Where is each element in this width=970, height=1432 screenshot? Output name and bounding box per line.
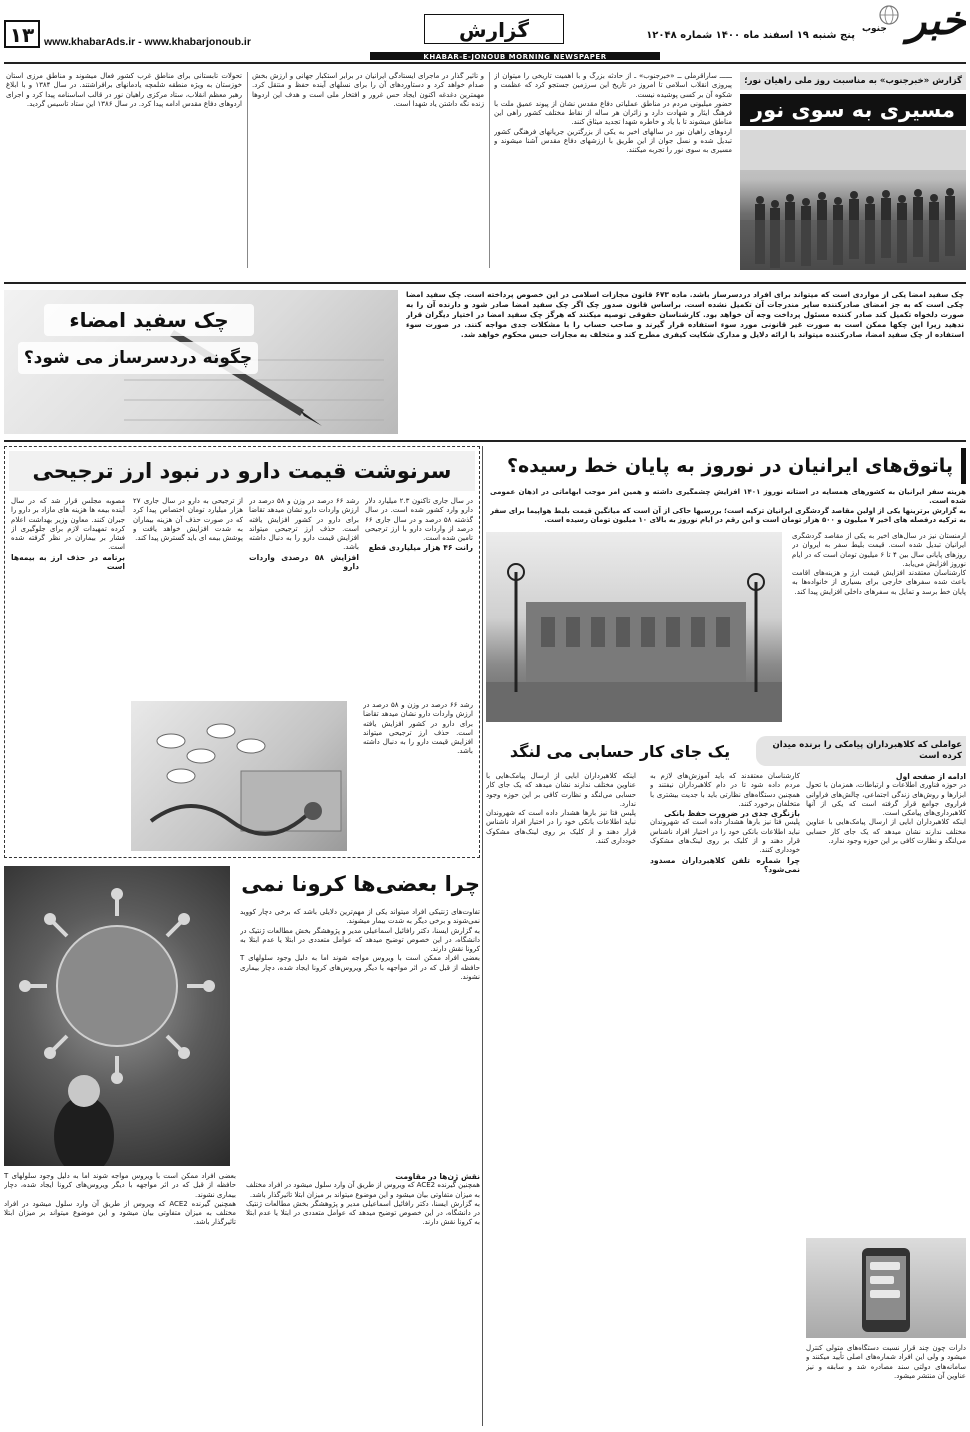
- corona-subheading: نقش ژن‌ها در مقاومت: [395, 1172, 480, 1181]
- corona-column-2: [246, 1172, 480, 1422]
- noor-column-1: [494, 72, 732, 272]
- masthead: [0, 0, 970, 60]
- column-divider: [482, 446, 483, 1426]
- kolahbardari-article: [486, 732, 966, 1428]
- pills-and-stethoscope-illustration: [131, 701, 347, 851]
- corona-column-3: [4, 1172, 236, 1422]
- kolahbardari-kicker: عواملی که کلاهبرداران پیامکی را برنده میدان کرده است: [756, 736, 966, 766]
- section-rule: [4, 282, 966, 284]
- pilgrims-photo: [740, 130, 966, 270]
- corona-paragraph: همچنین گیرنده ACE2 که ویروس از طریق آن وارد سلول میشود در افراد مختلف به میزان متفاوتی بیان میشود و این موضوع میتواند بر میزان ابتلا تاثیرگذار باشد.: [246, 1181, 480, 1199]
- header-rule: [4, 62, 966, 64]
- logo-sub-text: جنوب: [862, 24, 887, 34]
- logo-main-text: خبر: [907, 4, 966, 44]
- newspaper-logo: [860, 4, 966, 52]
- noor-title: مسیری به سوی نور: [740, 94, 966, 126]
- coronavirus-icon: [4, 866, 230, 1166]
- darou-column-5: [363, 701, 473, 851]
- corona-paragraph: تفاوت‌های ژنتیکی افراد میتواند یکی از مهم‌ترین دلایلی باشد که برخی دچار کووید نمی‌شوند و برخی دیگر به شدت بیمار میشوند.: [240, 908, 480, 926]
- darou-column-3: [133, 497, 243, 697]
- noor-article: [4, 68, 966, 280]
- kolahbardari-subheading: بازنگری جدی در ضرورت حفظ بانکی: [664, 809, 800, 819]
- medicine-photo: [131, 701, 347, 851]
- kolahbardari-paragraph: دارات چون چند قرار نسبت دستگاه‌های متولی کنترل میشود و ولی این افراد شماره‌های اصلی تأیید میکنند و سامانه‌های دولتی سند مصادره شد و سابقه و نیز عناوین آن منتشر میشود.: [806, 1344, 966, 1380]
- kolahbardari-paragraph: کارشناسان معتقدند که باید آموزش‌های لازم به مردم داده شود تا در دام کلاهبرداران نیفتند و همچنین دستگاه‌های نظارتی باید با جدیت بیشتری با متخلفان برخورد کنند.: [650, 772, 800, 808]
- kolahbardari-paragraph: اینکه کلاهبرداران ابایی از ارسال پیامک‌هایی با عناوین مختلف ندارند نشان میدهد که یک جای کار حسابی می‌لنگد و نظارت کافی بر این حوزه وجود ندارد.: [486, 772, 636, 808]
- corona-paragraph: همچنین گیرنده ACE2 که ویروس از طریق آن وارد سلول میشود در افراد مختلف به میزان متفاوتی بیان میشود و این موضوع میتواند بر میزان ابتلا تاثیرگذار باشد.: [4, 1199, 236, 1227]
- corona-paragraph: بعضی افراد ممکن است با ویروس مواجه شوند اما به دلیل وجود سلولهای T حافظه از قبل که در اثر مواجهه با دیگر ویروس‌های کرونا ایجاد شده، دچار بیماری نشوند.: [240, 954, 480, 982]
- continued-label: ادامه از صفحه اول: [895, 772, 966, 781]
- check-article: [4, 286, 966, 438]
- patogh-title: پاتوق‌های ایرانیان در نوروز به پایان خط رسیده؟: [486, 448, 966, 484]
- noor-paragraph: حضور میلیونی مردم در مناطق عملیاتی دفاع مقدس نشان از پیوند عمیق ملت با فرهنگ ایثار و شهادت دارد و زائران هر ساله از نقاط مختلف کشور راهی این مناطق میشوند تا با یاد و خاطره شهدا تجدید میثاق کنند.: [494, 99, 732, 127]
- kolahbardari-paragraph: پلیس فتا نیز بارها هشدار داده است که شهروندان نباید اطلاعات بانکی خود را در اختیار افراد ناشناس قرار دهند و از کلیک بر روی لینک‌های مشکوک خودداری کنند.: [486, 809, 636, 846]
- noor-paragraph: تحولات تابستانی برای مناطق غرب کشور فعال میشوند و مناطق مرزی استان خوزستان به ویژه منطقه شلمچه یادمانهای برافراشتند. در سال ۱۳۸۴ و با ابلاغ رهبر معظم انقلاب، ستاد مرکزی راهیان نور در قالب اساسنامه پیدا کرد و اجرای اردوهای دفاع مقدس ادامه پیدا کرد. در سال ۱۳۸۶ این ستاد تاسیس گردید.: [6, 72, 242, 108]
- noor-column-3: [6, 72, 242, 272]
- patogh-paragraph: کارشناسان معتقدند افزایش قیمت ارز و هزینه‌های اقامت باعث شده سفرهای خارجی برای بسیاری از خانواده‌ها به پایان خط برسد و تمایل به سفرهای داخلی افزایش پیدا کند.: [792, 569, 966, 596]
- corona-column-1: [240, 908, 480, 1166]
- darou-paragraph: مصوبه مجلس قرار شد که در سال آینده بیمه ها هزینه های مازاد بر دارو را جبران کنند. معاون وزیر بهداشت اعلام کرده تمهیدات لازم برای جلوگیری از فشار بر بیماران در نظر گرفته شده است.: [11, 497, 125, 552]
- darou-subheading: رانت ۴۶ هزار میلیاردی قطع: [368, 543, 473, 553]
- virus-photo: [4, 866, 230, 1166]
- kolahbardari-paragraph: در حوزه فناوری اطلاعات و ارتباطات، همزمان با تحول ابزارها و روش‌های زندگی اجتماعی، چالش‌های فراوانی فراروی جوامع قرار گرفته است که یکی از آنها کلاهبرداری‌های پیامکی است.: [806, 781, 966, 818]
- kolahbardari-column-3: [486, 772, 636, 1412]
- check-title-1: چک سفید امضاء: [44, 304, 254, 336]
- corona-paragraph: به گزارش ایسنا، دکتر رافائیل اسماعیلی مدیر و پژوهشگر بخش مطالعات ژنتیک در دانشگاه، در این خصوص توضیح میدهد که عوامل متعددی در ابتلا یا عدم ابتلا به کرونا نقش دارند.: [240, 926, 480, 954]
- darou-column-1: [365, 497, 473, 697]
- phone-illustration: [806, 1238, 966, 1338]
- crowd-illustration: [740, 130, 966, 270]
- patogh-lead: [490, 488, 966, 528]
- darou-article: [4, 446, 480, 858]
- yerevan-photo: [486, 532, 782, 722]
- kolahbardari-title: یک جای کار حسابی می لنگد: [509, 742, 731, 761]
- patogh-paragraph: ارمنستان نیز در سال‌های اخیر به یکی از مقاصد گردشگری ایرانیان تبدیل شده است. قیمت بلیط سفر به ایروان در روزهای پایانی سال بین ۴ تا ۶ میلیون تومان است که در ایام نوروز افزایش می‌یابد.: [792, 532, 966, 568]
- globe-icon: [878, 4, 900, 26]
- darou-paragraph: در سال جاری تاکنون ۲.۳ میلیارد دلار دارو وارد کشور شده است. در سال گذشته ۵۸ درصد و در سال جاری ۶۶ درصد از واردات دارو با ارز ترجیحی تامین شده است.: [365, 497, 473, 543]
- issue-date: پنج شنبه ۱۹ اسفند ماه ۱۴۰۰ شماره ۱۲۰۴۸: [646, 30, 855, 41]
- patogh-column: [792, 532, 966, 722]
- darou-column-4: [11, 497, 125, 849]
- kolahbardari-paragraph: پلیس فتا نیز بارها هشدار داده است که شهروندان نباید اطلاعات بانکی خود را در اختیار افراد ناشناس قرار دهند و از کلیک بر روی لینک‌های مشکوک خودداری کنند.: [650, 818, 800, 855]
- noor-col-divider: [489, 72, 490, 268]
- noor-paragraph: و تأثیر گذار در ماجرای ایستادگی ایرانیان در برابر استکبار جهانی و ارزش بخش صدام خواهد کرد و دستاوردهای آن را برای نسلهای آینده حفظ و منتقل کرد. مهمترین دغدغه اکنون ایجاد حس غرور و افتخار ملی است و هدف این اردوها زنده نگه داشتن یاد شهدا است.: [252, 72, 484, 108]
- corona-paragraph: به گزارش ایسنا، دکتر رافائیل اسماعیلی مدیر و پژوهشگر بخش مطالعات ژنتیک در دانشگاه، در این خصوص توضیح میدهد که عوامل متعددی در ابتلا یا عدم ابتلا به کرونا نقش دارند.: [246, 1199, 480, 1227]
- patogh-paragraph: به گزارش برترینها یکی از اولین مقاصد گردشگری ایرانیان ترکیه است؛ بررسیها حاکی از آن است که میانگین قیمت بلیط هواپیما برای سفر به ترکیه درفصله های اخیر ۷ میلیون و ۵۰۰ هزار تومان است و این رقم در ایام نوروز به بالای ۱۰ میلیون تومان رسیده است.: [490, 506, 966, 524]
- darou-subheading: برنامه در حذف ارز به بیمه‌ها است: [11, 552, 125, 572]
- page-number: ۱۳: [4, 20, 40, 48]
- patogh-paragraph: هزینه سفر ایرانیان به کشورهای همسایه در آستانه نوروز ۱۴۰۱ افزایش چشمگیری داشته و همین امر موجب ابهاماتی در اذهان عمومی شده است.: [490, 488, 966, 506]
- corona-paragraph: بعضی افراد ممکن است با ویروس مواجه شوند اما به دلیل وجود سلولهای T حافظه از قبل که در اثر مواجهه با دیگر ویروس‌های کرونا ایجاد شده، دچار بیماری نشوند.: [4, 1172, 236, 1199]
- noor-col-divider: [247, 72, 248, 268]
- kolahbardari-column-1: [806, 772, 966, 1232]
- noor-column-2: [252, 72, 484, 272]
- english-name-bar: KHABAR-E-JONOUB MORNING NEWSPAPER: [370, 52, 660, 60]
- darou-paragraph: رشد ۶۶ درصد در وزن و ۵۸ درصد در ارزش واردات دارو نشان میدهد تقاضا برای دارو در کشور افزایش یافته است. حذف ارز ترجیحی میتواند افزایش قیمت دارو را به دنبال داشته باشد.: [363, 701, 473, 756]
- kolahbardari-column-4: [806, 1344, 966, 1424]
- kolahbardari-paragraph: اینکه کلاهبرداران ابایی از ارسال پیامک‌هایی با عناوین مختلف ندارند نشان میدهد که یک جای کار حسابی می‌لنگد و نظارت کافی بر این حوزه وجود ندارد.: [806, 818, 966, 846]
- kolahbardari-column-2: [650, 772, 800, 1412]
- darou-paragraph: رشد ۶۶ درصد در وزن و ۵۸ درصد در ارزش واردات دارو نشان میدهد تقاضا برای دارو در کشور افزایش یافته است. حذف ارز ترجیحی میتواند افزایش قیمت دارو را به دنبال داشته باشد.: [249, 497, 359, 552]
- corona-title: چرا بعضی‌ها کرونا نمی: [241, 872, 480, 896]
- phone-scam-photo: [806, 1238, 966, 1338]
- check-title-2: چگونه دردسرساز می شود؟: [18, 342, 258, 374]
- noor-paragraph: اردوهای راهیان نور در سالهای اخیر به یکی از بزرگترین جریانهای فرهنگی کشور تبدیل شده و نسل جوان از این طریق با ارزشهای دفاع مقدس آشنا میشوند و مسیری به سوی نور را تجربه میکنند.: [494, 127, 732, 155]
- darou-column-2: [249, 497, 359, 697]
- section-title: گزارش: [424, 14, 564, 44]
- darou-paragraph: از ترجیحی به دارو در سال جاری ۲۷ هزار میلیارد تومان اختصاص پیدا کرد که در صورت حذف آن هزینه بیماران به شدت افزایش خواهد یافت و پوشش بیمه ای باید گسترش پیدا کند.: [133, 497, 243, 543]
- patogh-article: [486, 446, 966, 728]
- darou-title: سرنوشت قیمت دارو در نبود ارز ترجیحی: [9, 451, 475, 491]
- darou-subheading: افزایش ۵۸ درصدی واردات دارو: [249, 552, 359, 572]
- section-rule: [4, 440, 966, 442]
- kolahbardari-subheading: چرا شماره تلفن کلاهبرداران مسدود نمی‌شود؟: [650, 855, 800, 874]
- noor-kicker: گزارش «خبرجنوب» به مناسبت روز ملی راهیان نور؛: [740, 72, 966, 90]
- corona-article: [4, 862, 480, 1428]
- website-url[interactable]: www.khabarAds.ir - www.khabarjonoub.ir: [44, 36, 251, 48]
- city-square-illustration: [486, 532, 782, 722]
- check-body: چک سفید امضا یکی از مواردی است که میتواند برای افراد دردسرساز باشد. ماده ۶۷۳ قانون مجازات اسلامی در این خصوص پرداخته است. چک سفید امضا چکی است که به جز امضای صادرکننده سایر مندرجات آن تکمیل نشده است. براساس قانون صدور چک اگر چک سفید امضا صادر شود و دارنده آن را به صورت دلخواه تکمیل کند صادر کننده مسئول پرداخت وجه آن خواهد بود. کارشناسان حقوقی توصیه میکنند که هرگز چک سفید امضا در اختیار دیگران قرار ندهید زیرا این چکها ممکن است به صورت غیر قانونی مورد سوء استفاده قرار گیرند و صاحب حساب را با مشکلات جدی مواجه کنند. در صورت سوء استفاده از چک سفید امضا، صادرکننده میتواند با ارائه دلایل و مدارک شکایت کیفری مطرح کند و متخلف به مجازات حبس محکوم خواهد شد.: [406, 290, 964, 339]
- check-photo: [4, 290, 398, 434]
- noor-paragraph: ــــــ ساراقرملی ــ «خبرجنوب» ـ از حادثه بزرگ و با اهمیت تاریخی را میتوان از پیروزی انقلاب اسلامی تا امروز در تاریخ این سرزمین جستجو کرد که عظمت و شکوه آن بر کسی پوشیده نیست.: [494, 72, 732, 99]
